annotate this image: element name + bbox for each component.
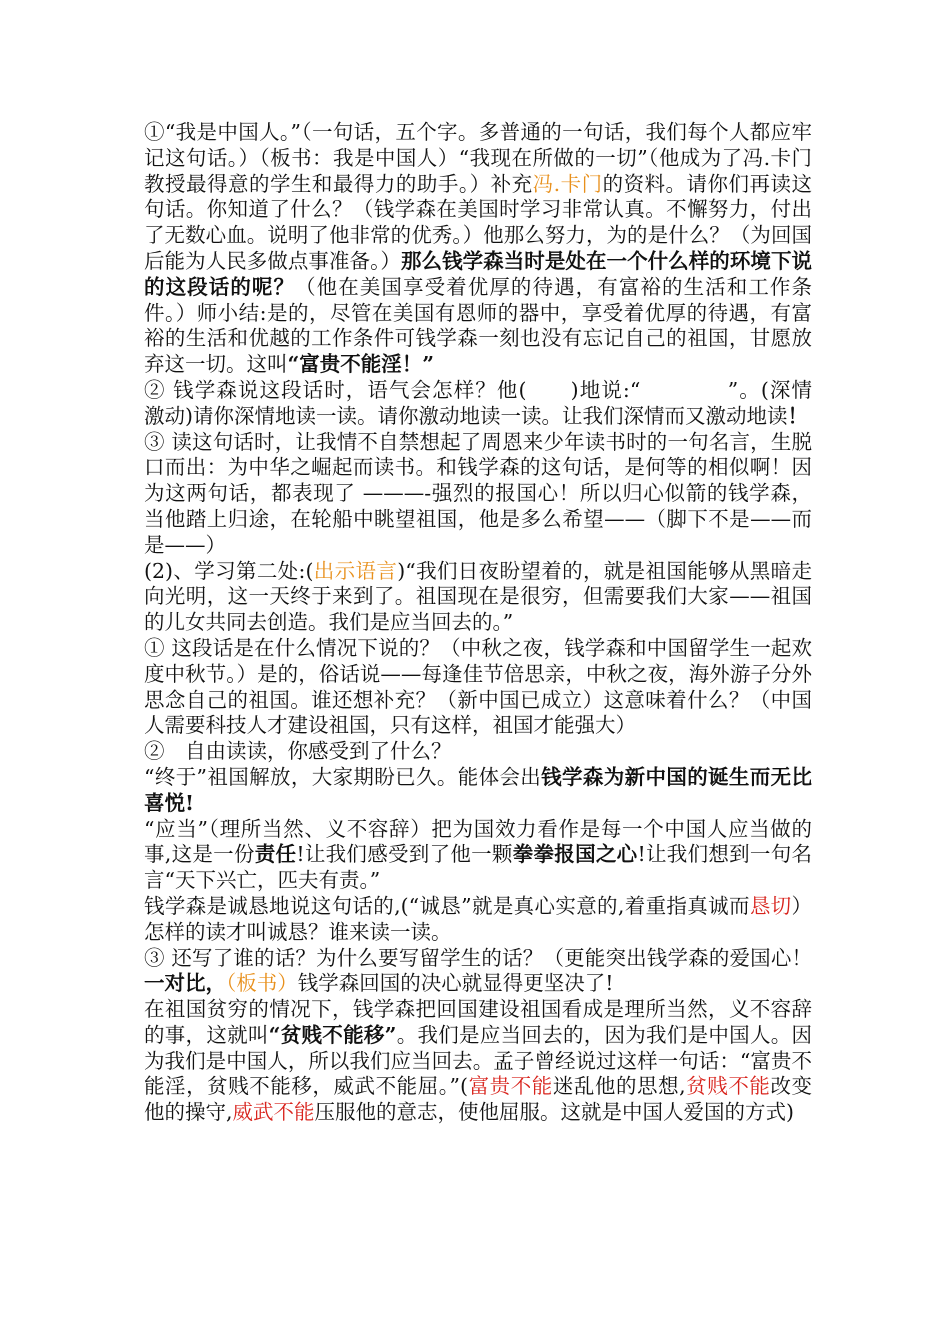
paragraph-2 bbox=[144, 377, 833, 430]
p1-bold-question: 那么钱学森当时是处在一个什么样的环境下说的这段话的呢？ bbox=[144, 248, 813, 299]
p5-text-a: ① 这段话是在什么情况下说的？（中秋之夜，钱学森和中国留学生一起欢度中秋节。）是的，俗话说——每逢佳节倍思亲，中秋之夜，海外游子分外思念自己的祖国。谁还想补充？（新中国已成立）这意味着什么？（中国人需要科技人才建设祖国，只有这样，祖国才能强大） bbox=[144, 635, 812, 738]
paragraph-4 bbox=[144, 559, 812, 636]
p10-text-a: ③ 还写了谁的话？为什么要写留学生的话？（更能突出钱学森的爱国心！ bbox=[144, 945, 812, 970]
p1-highlight-feng-karman: 冯.卡门 bbox=[532, 171, 603, 196]
p2-text-a: ② 钱学森说这段话时，语气会怎样？他( )地说:“ ”。(深情 激动)请你深情地读一读。请你激动地读一读。让我们深情而又激动地读 bbox=[144, 377, 833, 428]
p6-text-a: ② 自由读读，你感受到了什么？ bbox=[144, 739, 452, 764]
p10-bold-contrast: 一对比 bbox=[144, 971, 206, 996]
paragraph-10 bbox=[144, 946, 812, 998]
paragraph-11 bbox=[144, 997, 812, 1126]
paragraph-7 bbox=[144, 765, 812, 817]
p4-highlight-show-language: 出示语言 bbox=[313, 558, 398, 583]
p1-text-e: （他在美国享受着优厚的待遇，有富裕的生活和工作条件。）师小结:是的，尽管在美国有恩师的器中，享受着优厚的待遇，有富裕的生活和优越的工作条件可钱学森一刻也没有忘记自己的祖国，甘愿放弃这一切。这叫 bbox=[144, 274, 813, 377]
p11-text-e: 迷乱他的思想, bbox=[552, 1074, 686, 1099]
p8-text-a: “应当”（理所当然、义不容辞）把为国效力看作是每一个中国人应当做的事,这是一份 bbox=[144, 816, 812, 867]
p2-bold-exclaim: ！ bbox=[787, 403, 808, 428]
p1-text-a: ①“我是中国人。”（一句话，五个字。多普通的一句话，我们每个人都应牢记这句话。）（板书：我是中国人）“我现在所做的一切”（他成为了冯.卡门教授最得意的学生和最得力的助手。）补充 bbox=[144, 120, 812, 196]
paragraph-1 bbox=[144, 120, 812, 378]
p11-text-a: 在祖国贫穷的情况下，钱学森把回国建设祖国看成是理所当然，义不容辞的事，这就叫 bbox=[144, 997, 812, 1047]
p1-text-c: 的资料。请你们再读这句话。你知道了什么？（钱学森在美国时学习非常认真。不懈努力，付出了无数心血。说明了他非常的优秀。）他那么努力，为的是什么？（为回国后能为人民多做点事准备。） bbox=[144, 171, 812, 273]
p4-text-c: )“我们日夜盼望着的，就是祖国能够从黑暗走向光明，这一天终于来到了。祖国现在是很穷，但需要我们大家——祖国的儿女共同去创造。我们是应当回去的。” bbox=[144, 558, 813, 635]
p7-bold-joy: 钱学森为新中国的诞生而无比喜悦! bbox=[144, 764, 812, 815]
p10-text-e: 钱学森回国的决心就显得更坚决了! bbox=[297, 971, 614, 996]
p11-text-i: 压服他的意志，使他屈服。这就是中国人爱国的方式) bbox=[314, 1100, 795, 1125]
paragraph-5 bbox=[144, 636, 812, 739]
p11-red-wealth: 富贵不能 bbox=[468, 1074, 553, 1099]
paragraph-9 bbox=[144, 894, 812, 946]
p8-bold-patriotic-heart: 拳拳报国之心 bbox=[512, 842, 638, 867]
p11-bold-quote: “贫贱不能移” bbox=[268, 1022, 397, 1047]
p9-highlight-earnest: 恳切 bbox=[749, 893, 792, 918]
p11-red-poverty: 贫贱不能 bbox=[685, 1074, 771, 1099]
document-body bbox=[144, 120, 833, 1126]
p8-text-e: !让我们想到一句名言“天下兴亡，匹夫有责。” bbox=[144, 842, 813, 893]
p3-text-a: ③ 读这句话时，让我情不自禁想起了周恩来少年读书时的一句名言，生脱口而出：为中华之崛起而读书。和钱学森的这句话，是何等的相似啊！因为这两句话，都表现了 ———-强烈的报国心！所以归心似箭的钱学森，当他踏上归途，在轮船中眺望祖国，他是多么希望——（脚下不是——而是——） bbox=[144, 429, 812, 557]
p11-text-g: 改变他的操守, bbox=[144, 1074, 813, 1125]
p10-comma: ， bbox=[205, 971, 226, 996]
p7-text-a: “终于”祖国解放，大家期盼已久。能体会出 bbox=[144, 764, 542, 789]
p9-text-c: ）怎样的读才叫诚恳？谁来读一读。 bbox=[144, 893, 812, 944]
p4-text-a: (2)、学习第二处:( bbox=[144, 558, 314, 583]
p8-text-c: !让我们感受到了他一颗 bbox=[296, 842, 513, 867]
paragraph-6 bbox=[144, 739, 812, 765]
paragraph-8 bbox=[144, 817, 812, 894]
paragraph-3 bbox=[144, 430, 812, 559]
p9-text-a: 钱学森是诚恳地说这句话的,(“诚恳”就是真心实意的,着重指真诚而 bbox=[144, 893, 750, 918]
p10-highlight-board: （板书） bbox=[226, 971, 298, 996]
p1-bold-quote: “富贵不能淫！” bbox=[287, 352, 435, 377]
p8-bold-responsibility: 责任 bbox=[254, 842, 297, 867]
p11-red-force: 威武不能 bbox=[232, 1100, 315, 1125]
p11-text-c: 。我们是应当回去的，因为我们是中国人。因为我们是中国人，所以我们应当回去。孟子曾经说过这样一句话：“富贵不能淫，贫贱不能移，威武不能屈。”( bbox=[144, 1022, 813, 1099]
